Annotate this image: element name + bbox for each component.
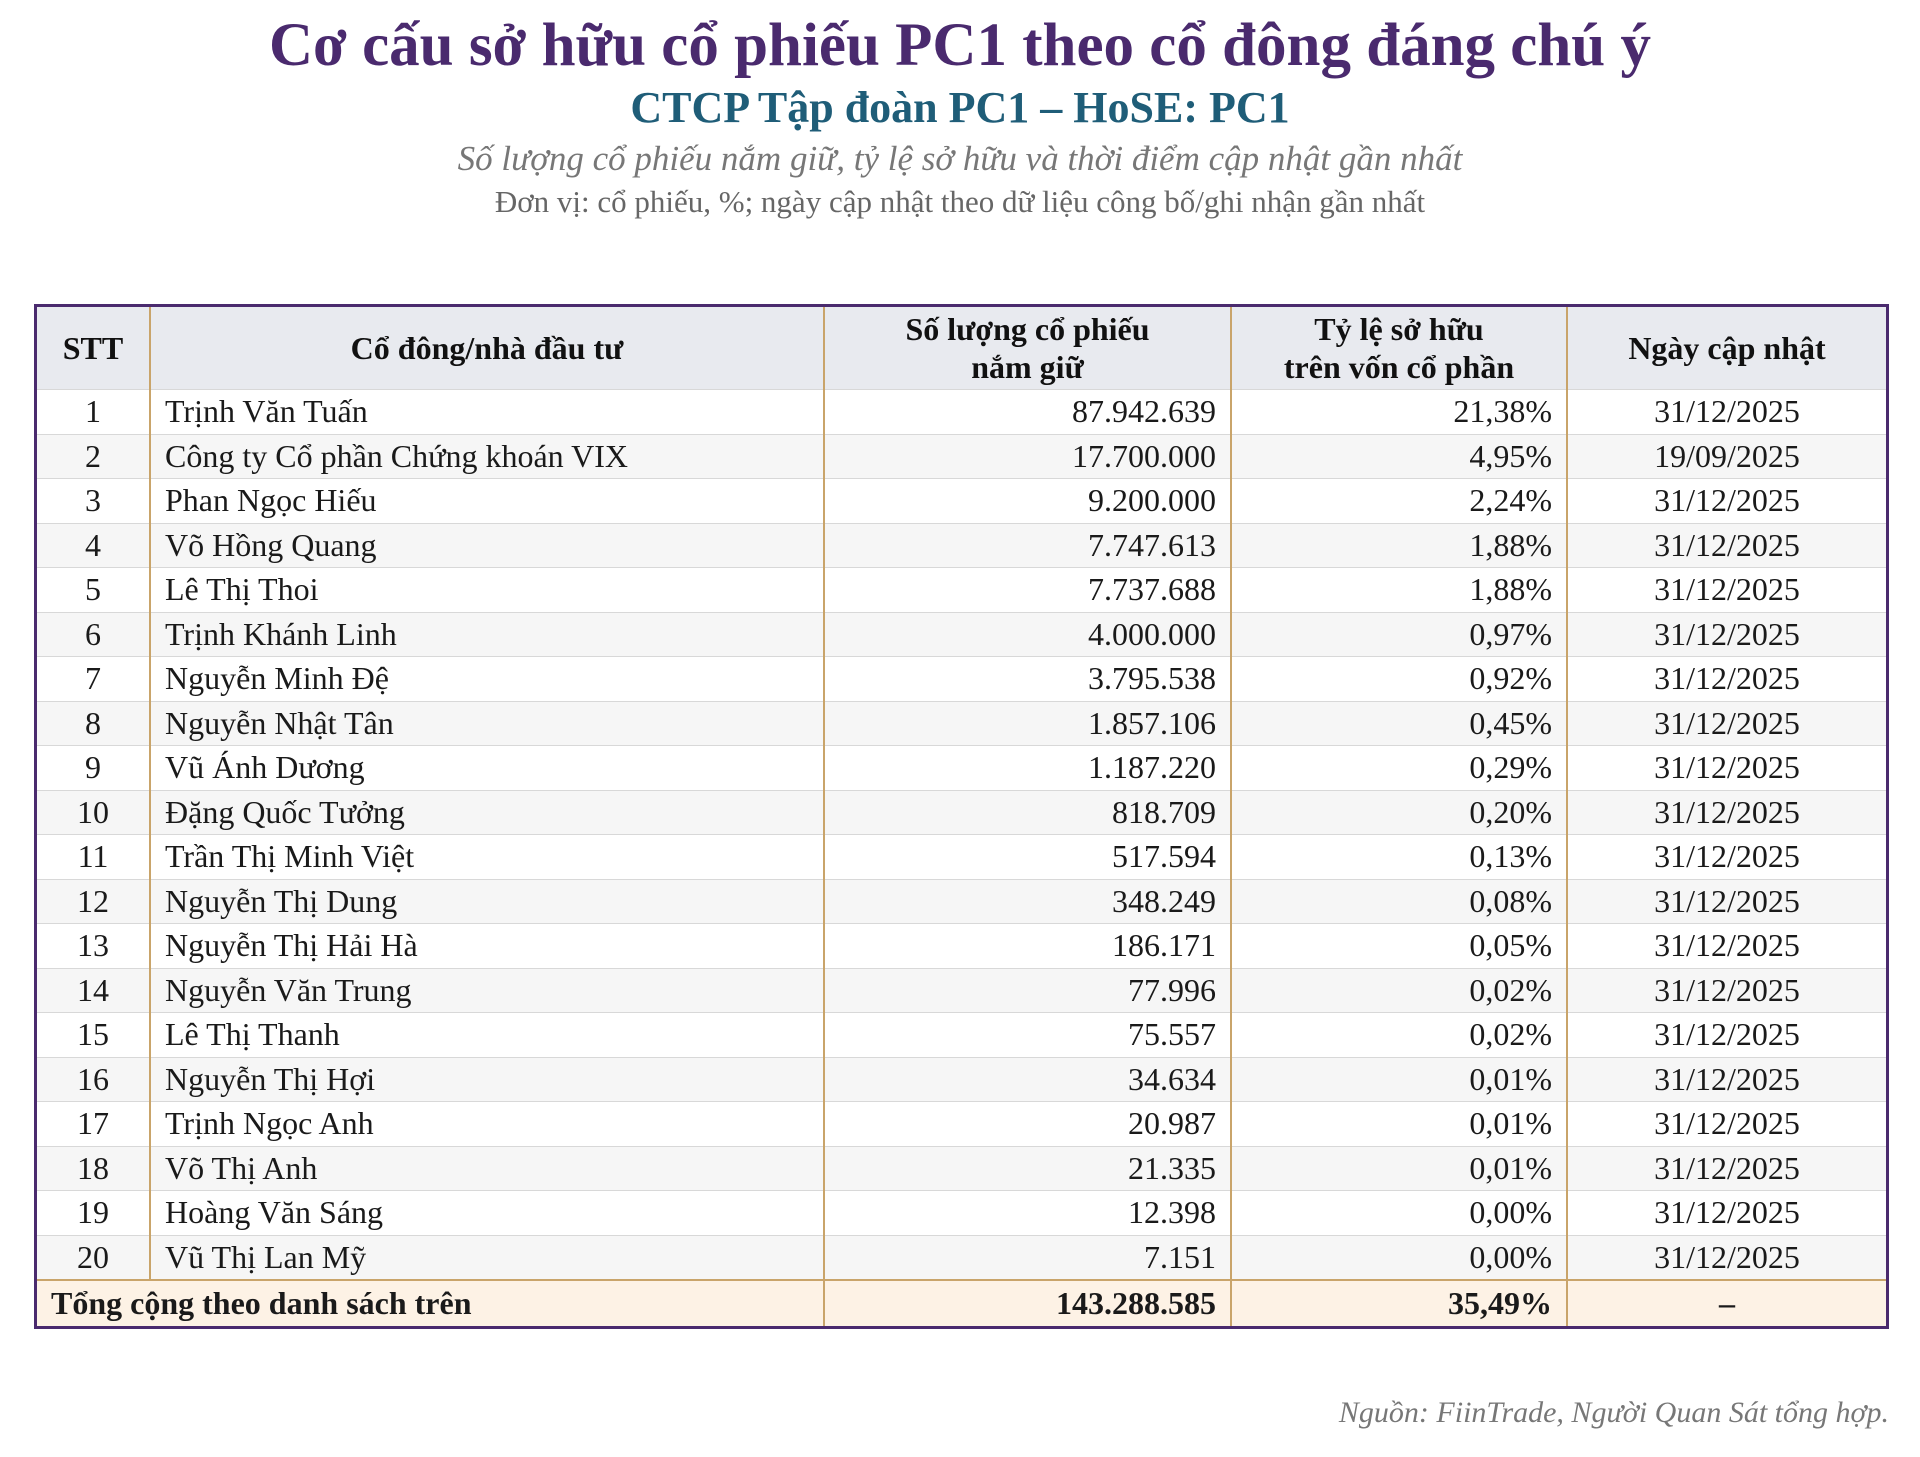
row-stt: 11 [37, 835, 150, 880]
table-row [37, 612, 1886, 657]
row-update-date: 31/12/2025 [1567, 879, 1886, 924]
row-quantity: 77.996 [824, 968, 1231, 1013]
header-stt: STT [37, 307, 150, 390]
total-quantity: 143.288.585 [824, 1280, 1231, 1326]
row-update-date: 31/12/2025 [1567, 968, 1886, 1013]
row-shareholder-name: Hoàng Văn Sáng [150, 1191, 824, 1236]
row-percentage: 0,45% [1231, 701, 1567, 746]
row-stt: 9 [37, 746, 150, 791]
row-update-date: 31/12/2025 [1567, 568, 1886, 613]
row-shareholder-name: Vũ Thị Lan Mỹ [150, 1235, 824, 1280]
table-row [37, 968, 1886, 1013]
row-quantity: 818.709 [824, 790, 1231, 835]
header-quantity-line1: Số lượng cổ phiếu [905, 311, 1150, 347]
total-percentage: 35,49% [1231, 1280, 1567, 1326]
row-update-date: 31/12/2025 [1567, 1057, 1886, 1102]
table-body [37, 390, 1886, 1327]
table-row [37, 1102, 1886, 1147]
row-stt: 3 [37, 479, 150, 524]
row-percentage: 0,97% [1231, 612, 1567, 657]
row-quantity: 7.737.688 [824, 568, 1231, 613]
row-stt: 7 [37, 657, 150, 702]
row-percentage: 0,00% [1231, 1191, 1567, 1236]
shareholder-table-container [34, 304, 1889, 1329]
shareholder-table [37, 307, 1886, 1326]
header-update-date: Ngày cập nhật [1567, 307, 1886, 390]
table-row [37, 568, 1886, 613]
header-name: Cổ đông/nhà đầu tư [150, 307, 824, 390]
row-shareholder-name: Lê Thị Thoi [150, 568, 824, 613]
row-shareholder-name: Nguyễn Nhật Tân [150, 701, 824, 746]
row-quantity: 348.249 [824, 879, 1231, 924]
row-shareholder-name: Phan Ngọc Hiếu [150, 479, 824, 524]
table-row [37, 657, 1886, 702]
row-quantity: 9.200.000 [824, 479, 1231, 524]
row-quantity: 1.187.220 [824, 746, 1231, 791]
table-description: Số lượng cổ phiếu nắm giữ, tỷ lệ sở hữu và thời điểm cập nhật gần nhất [457, 139, 1463, 178]
row-update-date: 31/12/2025 [1567, 701, 1886, 746]
row-quantity: 12.398 [824, 1191, 1231, 1236]
row-quantity: 20.987 [824, 1102, 1231, 1147]
table-row [37, 790, 1886, 835]
row-percentage: 0,29% [1231, 746, 1567, 791]
row-update-date: 31/12/2025 [1567, 746, 1886, 791]
row-update-date: 31/12/2025 [1567, 523, 1886, 568]
page-subtitle: CTCP Tập đoàn PC1 – HoSE: PC1 [630, 83, 1290, 132]
row-quantity: 21.335 [824, 1146, 1231, 1191]
row-shareholder-name: Nguyễn Thị Dung [150, 879, 824, 924]
header-percentage-line1: Tỷ lệ sở hữu [1314, 311, 1484, 347]
row-percentage: 0,01% [1231, 1057, 1567, 1102]
row-stt: 15 [37, 1013, 150, 1058]
row-stt: 6 [37, 612, 150, 657]
header-percentage [1231, 307, 1567, 390]
table-row [37, 1057, 1886, 1102]
row-percentage: 1,88% [1231, 568, 1567, 613]
row-percentage: 0,01% [1231, 1102, 1567, 1147]
header-percentage-line2: trên vốn cổ phần [1283, 349, 1515, 385]
table-row [37, 1235, 1886, 1280]
header-quantity [824, 307, 1231, 390]
source-note: Nguồn: FiinTrade, Người Quan Sát tổng hợp. [1338, 1396, 1889, 1429]
table-row [37, 1013, 1886, 1058]
row-quantity: 3.795.538 [824, 657, 1231, 702]
table-row [37, 523, 1886, 568]
row-percentage: 2,24% [1231, 479, 1567, 524]
row-percentage: 1,88% [1231, 523, 1567, 568]
row-shareholder-name: Công ty Cổ phần Chứng khoán VIX [150, 434, 824, 479]
row-shareholder-name: Lê Thị Thanh [150, 1013, 824, 1058]
row-shareholder-name: Võ Thị Anh [150, 1146, 824, 1191]
row-quantity: 75.557 [824, 1013, 1231, 1058]
row-percentage: 0,05% [1231, 924, 1567, 969]
row-percentage: 0,08% [1231, 879, 1567, 924]
row-update-date: 31/12/2025 [1567, 924, 1886, 969]
row-quantity: 1.857.106 [824, 701, 1231, 746]
row-percentage: 0,20% [1231, 790, 1567, 835]
header-quantity-line2: nắm giữ [971, 349, 1084, 385]
row-stt: 1 [37, 390, 150, 435]
row-update-date: 31/12/2025 [1567, 390, 1886, 435]
table-row [37, 1191, 1886, 1236]
row-stt: 12 [37, 879, 150, 924]
row-stt: 19 [37, 1191, 150, 1236]
row-quantity: 87.942.639 [824, 390, 1231, 435]
page-title: Cơ cấu sở hữu cổ phiếu PC1 theo cổ đông đáng chú ý [268, 12, 1651, 79]
row-update-date: 31/12/2025 [1567, 1191, 1886, 1236]
row-stt: 2 [37, 434, 150, 479]
row-update-date: 31/12/2025 [1567, 1146, 1886, 1191]
row-stt: 5 [37, 568, 150, 613]
row-quantity: 517.594 [824, 835, 1231, 880]
row-percentage: 21,38% [1231, 390, 1567, 435]
table-row [37, 924, 1886, 969]
row-percentage: 0,13% [1231, 835, 1567, 880]
row-percentage: 0,02% [1231, 1013, 1567, 1058]
row-update-date: 31/12/2025 [1567, 479, 1886, 524]
table-header-row [37, 307, 1886, 390]
row-shareholder-name: Nguyễn Thị Hải Hà [150, 924, 824, 969]
row-quantity: 4.000.000 [824, 612, 1231, 657]
row-stt: 14 [37, 968, 150, 1013]
row-stt: 13 [37, 924, 150, 969]
total-date: – [1567, 1280, 1886, 1326]
row-update-date: 31/12/2025 [1567, 612, 1886, 657]
row-shareholder-name: Trịnh Khánh Linh [150, 612, 824, 657]
unit-note: Đơn vị: cổ phiếu, %; ngày cập nhật theo dữ liệu công bố/ghi nhận gần nhất [494, 184, 1426, 219]
row-shareholder-name: Nguyễn Minh Đệ [150, 657, 824, 702]
row-shareholder-name: Vũ Ánh Dương [150, 746, 824, 791]
row-quantity: 7.747.613 [824, 523, 1231, 568]
row-update-date: 31/12/2025 [1567, 657, 1886, 702]
row-shareholder-name: Võ Hồng Quang [150, 523, 824, 568]
row-quantity: 186.171 [824, 924, 1231, 969]
table-row [37, 746, 1886, 791]
table-row [37, 479, 1886, 524]
row-update-date: 31/12/2025 [1567, 790, 1886, 835]
row-stt: 16 [37, 1057, 150, 1102]
row-stt: 10 [37, 790, 150, 835]
row-quantity: 34.634 [824, 1057, 1231, 1102]
row-shareholder-name: Trịnh Ngọc Anh [150, 1102, 824, 1147]
row-update-date: 31/12/2025 [1567, 835, 1886, 880]
row-update-date: 31/12/2025 [1567, 1102, 1886, 1147]
row-stt: 4 [37, 523, 150, 568]
row-percentage: 0,02% [1231, 968, 1567, 1013]
row-percentage: 0,92% [1231, 657, 1567, 702]
row-shareholder-name: Nguyễn Thị Hợi [150, 1057, 824, 1102]
row-stt: 20 [37, 1235, 150, 1280]
row-percentage: 0,01% [1231, 1146, 1567, 1191]
table-row [37, 701, 1886, 746]
row-update-date: 19/09/2025 [1567, 434, 1886, 479]
table-row [37, 390, 1886, 435]
row-stt: 17 [37, 1102, 150, 1147]
table-row [37, 1146, 1886, 1191]
row-quantity: 7.151 [824, 1235, 1231, 1280]
row-update-date: 31/12/2025 [1567, 1013, 1886, 1058]
row-shareholder-name: Trần Thị Minh Việt [150, 835, 824, 880]
table-row [37, 879, 1886, 924]
table-row [37, 434, 1886, 479]
row-percentage: 0,00% [1231, 1235, 1567, 1280]
row-shareholder-name: Trịnh Văn Tuấn [150, 390, 824, 435]
row-stt: 8 [37, 701, 150, 746]
row-update-date: 31/12/2025 [1567, 1235, 1886, 1280]
total-row [37, 1280, 1886, 1326]
row-percentage: 4,95% [1231, 434, 1567, 479]
row-quantity: 17.700.000 [824, 434, 1231, 479]
total-label: Tổng cộng theo danh sách trên [37, 1280, 824, 1326]
table-row [37, 835, 1886, 880]
row-stt: 18 [37, 1146, 150, 1191]
row-shareholder-name: Đặng Quốc Tưởng [150, 790, 824, 835]
row-shareholder-name: Nguyễn Văn Trung [150, 968, 824, 1013]
